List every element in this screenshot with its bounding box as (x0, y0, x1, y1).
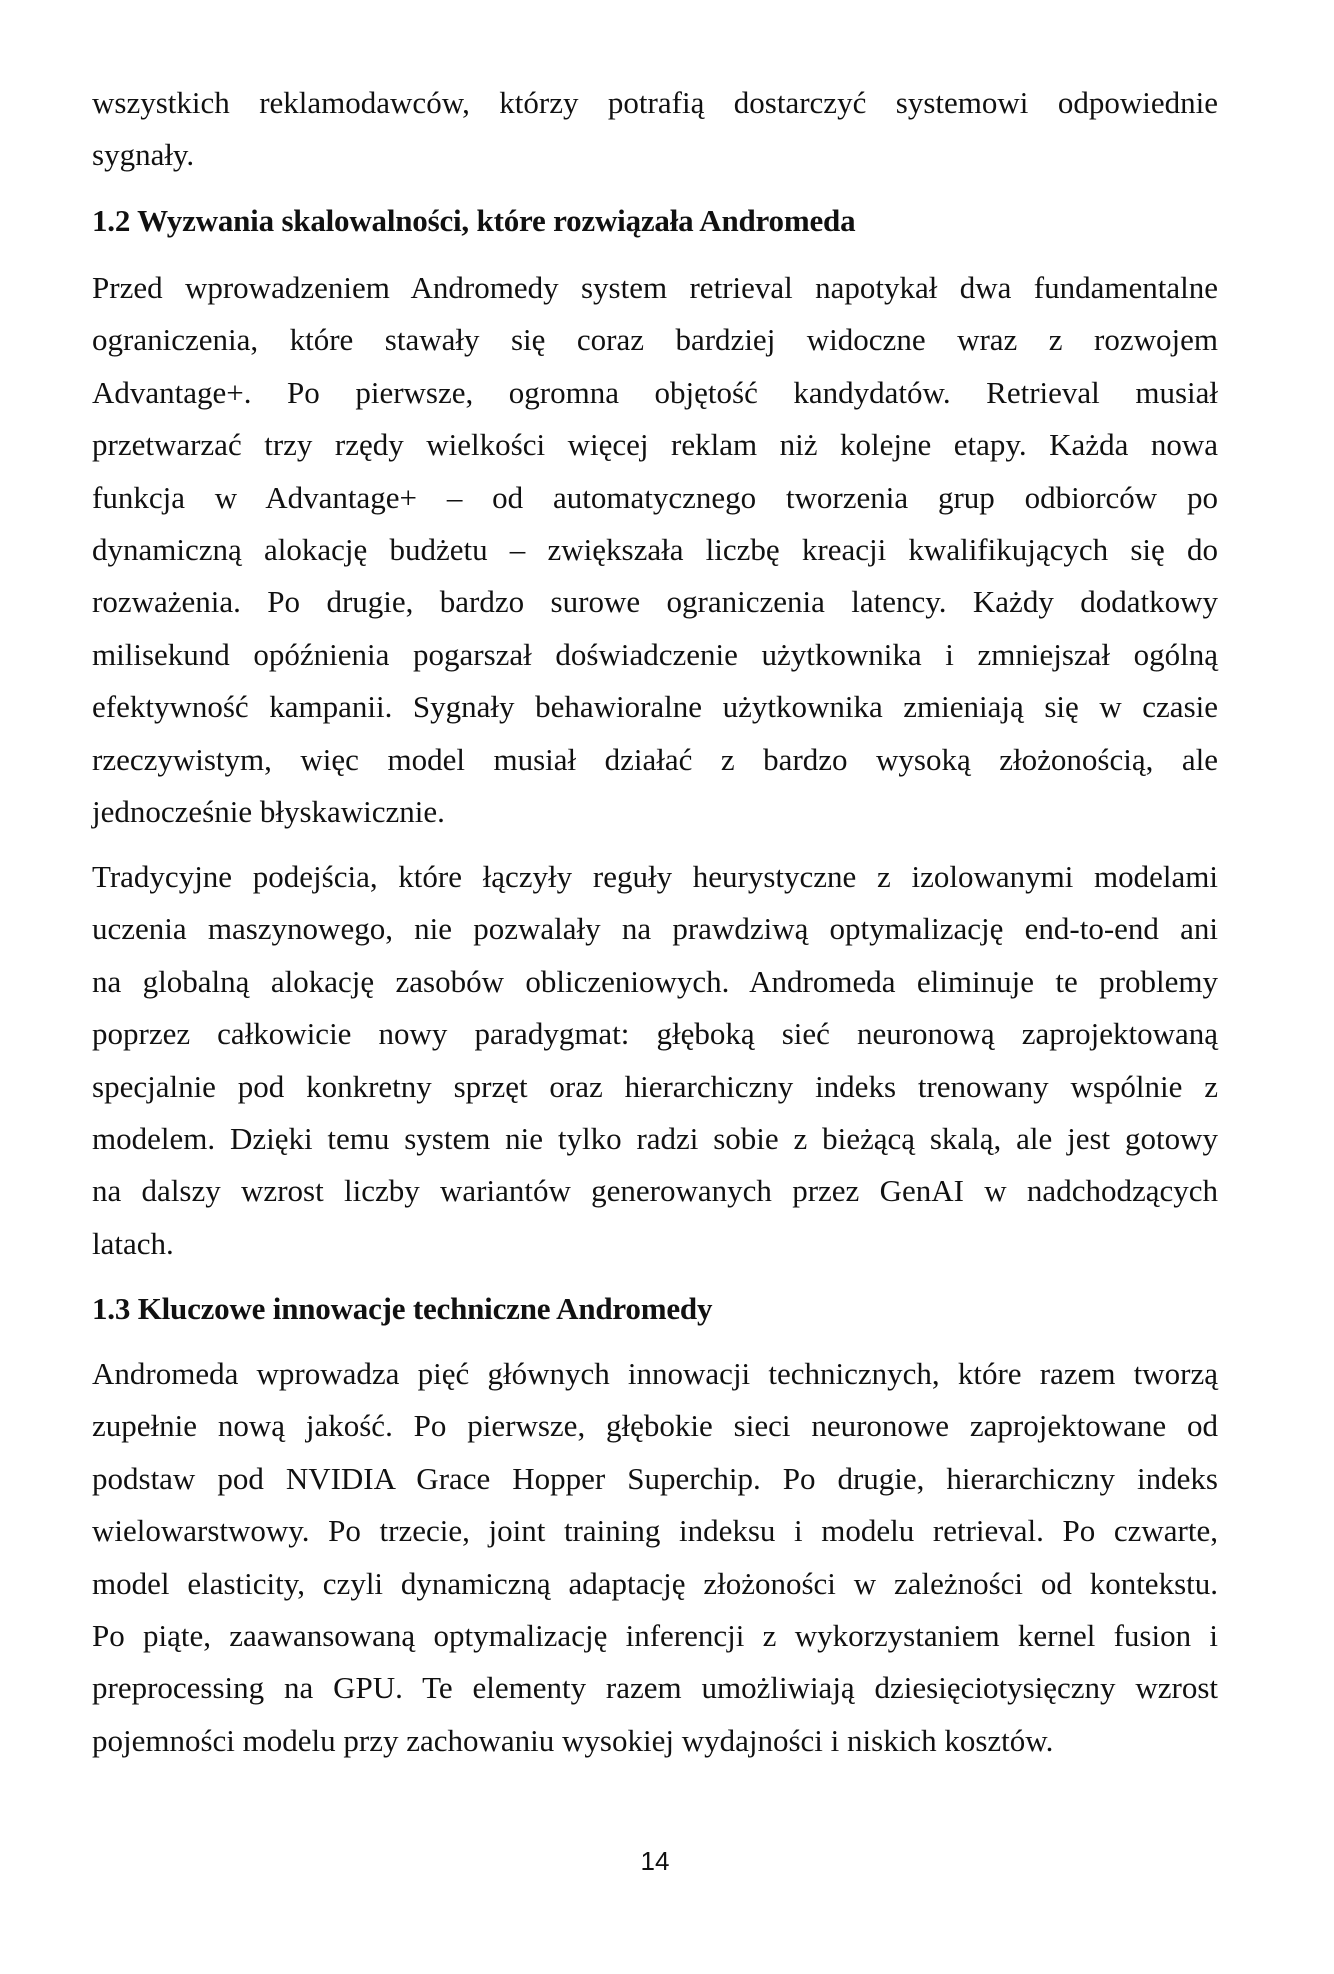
text-line: funkcja w Advantage+ – od automatycznego tworzenia grup odbiorców po (92, 479, 1218, 515)
text-line: ograniczenia, które stawały się coraz bardziej widoczne wraz z rozwojem (92, 322, 1218, 358)
text-line: efektywność kampanii. Sygnały behawioralne użytkownika zmieniają się w czasie (92, 689, 1218, 725)
text-line: zupełnie nową jakość. Po pierwsze, głębokie sieci neuronowe zaprojektowane od (92, 1408, 1218, 1444)
paragraph-intro-continuation (92, 77, 1218, 182)
text-line: model elasticity, czyli dynamiczną adaptację złożoności w zależności od kontekstu. (92, 1565, 1218, 1601)
text-line: latach. (92, 1225, 174, 1261)
text-line: Andromeda wprowadza pięć głównych innowacji technicznych, które razem tworzą (92, 1356, 1218, 1391)
text-line: przetwarzać trzy rzędy wielkości więcej reklam niż kolejne etapy. Każda nowa (92, 427, 1218, 463)
text-line: milisekund opóźnienia pogarszał doświadczenie użytkownika i zmniejszał ogólną (92, 636, 1218, 672)
text-line: uczenia maszynowego, nie pozwalały na prawdziwą optymalizację end-to-end ani (92, 911, 1218, 947)
text-line: jednocześnie błyskawicznie. (92, 793, 445, 829)
text-line: sygnały. (92, 137, 195, 173)
text-line: poprzez całkowicie nowy paradygmat: głęboką sieć neuronową zaprojektowaną (92, 1016, 1218, 1052)
section-heading-1-2: 1.2 Wyzwania skalowalności, które rozwiązała Andromeda (92, 203, 856, 238)
text-line: wielowarstwowy. Po trzecie, joint training indeksu i modelu retrieval. Po czwarte, (92, 1513, 1218, 1549)
text-line: pojemności modelu przy zachowaniu wysokiej wydajności i niskich kosztów. (92, 1722, 1054, 1758)
text-line: podstaw pod NVIDIA Grace Hopper Superchip. Po drugie, hierarchiczny indeks (92, 1460, 1218, 1496)
text-line: modelem. Dzięki temu system nie tylko radzi sobie z bieżącą skalą, ale jest gotowy (92, 1120, 1218, 1156)
text-line: na dalszy wzrost liczby wariantów generowanych przez GenAI w nadchodzących (92, 1173, 1218, 1209)
text-line: dynamiczną alokację budżetu – zwiększała liczbę kreacji kwalifikujących się do (92, 531, 1218, 567)
text-line: Po piąte, zaawansowaną optymalizację inferencji z wykorzystaniem kernel fusion i (92, 1617, 1218, 1653)
text-line: wszystkich reklamodawców, którzy potrafią dostarczyć systemowi odpowiednie (92, 85, 1218, 120)
text-line: specjalnie pod konkretny sprzęt oraz hierarchiczny indeks trenowany wspólnie z (92, 1068, 1218, 1104)
section-heading-1-3: 1.3 Kluczowe innowacje techniczne Andromedy (92, 1291, 713, 1326)
section-1-2-paragraph-1 (92, 262, 1218, 838)
text-line: Tradycyjne podejścia, które łączyły reguły heurystyczne z izolowanymi modelami (92, 859, 1218, 894)
text-line: na globalną alokację zasobów obliczeniowych. Andromeda eliminuje te problemy (92, 963, 1218, 999)
text-line: rzeczywistym, więc model musiał działać z bardzo wysoką złożonością, ale (92, 741, 1218, 777)
text-line: preprocessing na GPU. Te elementy razem umożliwiają dziesięciotysięczny wzrost (92, 1670, 1218, 1706)
text-line: rozważenia. Po drugie, bardzo surowe ograniczenia latency. Każdy dodatkowy (92, 584, 1218, 620)
page-number: 14 (640, 1846, 670, 1876)
section-1-3-paragraph-1 (92, 1348, 1218, 1767)
text-line: Advantage+. Po pierwsze, ogromna objętość kandydatów. Retrieval musiał (92, 374, 1218, 410)
section-1-2-paragraph-2 (92, 851, 1218, 1270)
text-line: Przed wprowadzeniem Andromedy system retrieval napotykał dwa fundamentalne (92, 270, 1218, 305)
